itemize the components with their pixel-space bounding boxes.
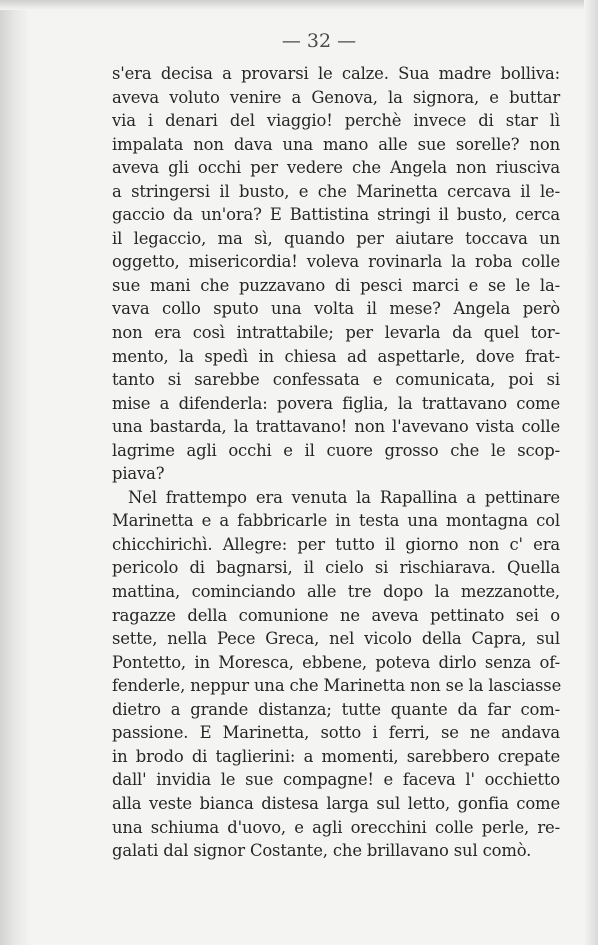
- text-line: Marinetta e a fabbricarle in testa una montagna col: [112, 511, 560, 531]
- text-line: una schiuma d'uovo, e agli orecchini colle perle, re-: [112, 817, 560, 837]
- text-line: tanto si sarebbe confessata e comunicata, poi si: [112, 370, 560, 390]
- text-line: piava?: [112, 464, 165, 484]
- text-line: sue mani che puzzavano di pesci marci e se le la-: [112, 275, 560, 295]
- text-line: dall' invidia le sue compagne! e faceva l' occhietto: [112, 770, 560, 790]
- body-text: [112, 62, 560, 863]
- text-line: pericolo di bagnarsi, il cielo si rischiarava. Quella: [112, 558, 560, 578]
- text-line: mattina, cominciando alle tre dopo la mezzanotte,: [112, 582, 560, 602]
- text-line: gaccio da un'ora? E Battistina stringi il busto, cerca: [112, 205, 560, 225]
- text-line: oggetto, misericordia! voleva rovinarla la roba colle: [112, 252, 560, 272]
- text-line: a stringersi il busto, e che Marinetta cercava il le-: [112, 181, 560, 201]
- text-line: sette, nella Pece Greca, nel vicolo della Capra, sul: [112, 629, 560, 649]
- text-line: chicchirichì. Allegre: per tutto il giorno non c' era: [112, 534, 560, 554]
- text-line: via i denari del viaggio! perchè invece di star lì: [112, 111, 560, 131]
- page-number: — 32 —: [281, 30, 357, 52]
- text-line: fenderle, neppur una che Marinetta non se la lasciasse: [112, 676, 562, 696]
- text-line: alla veste bianca distesa larga sul letto, gonfia come: [112, 793, 560, 813]
- text-line: Pontetto, in Moresca, ebbene, poteva dirlo senza of-: [112, 652, 560, 672]
- text-line: in brodo di taglierini: a momenti, sarebbero crepate: [112, 746, 560, 766]
- text-line: mise a difenderla: povera figlia, la trattavano come: [112, 393, 560, 413]
- text-line: lagrime agli occhi e il cuore grosso che le scop-: [112, 440, 560, 460]
- text-line: Nel frattempo era venuta la Rapallina a pettinare: [128, 487, 560, 507]
- text-line: s'era decisa a provarsi le calze. Sua madre bolliva:: [112, 64, 560, 83]
- text-line: vava collo sputo una volta il mese? Angela però: [112, 299, 560, 319]
- paragraph: [112, 486, 560, 863]
- text-line: ragazze della comunione ne aveva pettinato sei o: [112, 605, 560, 625]
- text-line: una bastarda, la trattavano! non l'avevano vista colle: [112, 417, 560, 437]
- text-line: non era così intrattabile; per levarla da quel tor-: [112, 323, 560, 343]
- text-line: galati dal signor Costante, che brillavano sul comò.: [112, 841, 532, 861]
- text-line: mento, la spedì in chiesa ad aspettarle, dove frat-: [112, 346, 560, 366]
- text-line: passione. E Marinetta, sotto i ferri, se ne andava: [112, 723, 560, 743]
- paragraph: [112, 62, 560, 486]
- text-line: aveva voluto venire a Genova, la signora, e buttar: [112, 87, 560, 107]
- text-line: dietro a grande distanza; tutte quante da far com-: [112, 699, 560, 719]
- text-line: aveva gli occhi per vedere che Angela non riusciva: [112, 158, 560, 178]
- text-line: il legaccio, ma sì, quando per aiutare toccava un: [112, 228, 560, 248]
- text-line: impalata non dava una mano alle sue sorelle? non: [112, 134, 560, 154]
